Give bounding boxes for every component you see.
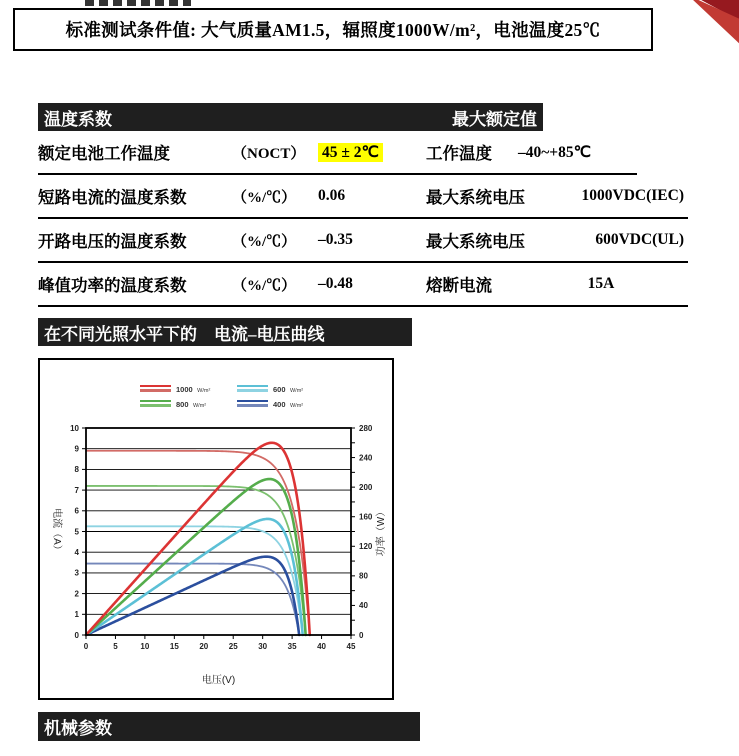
row-right-label: 熔断电流 <box>426 276 492 295</box>
corner-ribbon-decoration <box>649 0 739 60</box>
svg-text:240: 240 <box>359 453 373 463</box>
svg-text:40: 40 <box>359 601 368 611</box>
svg-text:25: 25 <box>228 642 238 651</box>
legend-unit: W/m² <box>197 388 211 394</box>
svg-text:7: 7 <box>74 485 79 495</box>
legend-swatch <box>140 400 171 407</box>
svg-text:45: 45 <box>346 642 356 651</box>
section-bar-coefficients <box>38 103 543 131</box>
iv-pv-plot <box>40 360 392 698</box>
svg-text:0: 0 <box>83 642 89 651</box>
legend-label: 800 <box>176 400 189 409</box>
cropped-text-fragment <box>85 0 191 6</box>
svg-text:6: 6 <box>74 506 79 516</box>
svg-text:8: 8 <box>74 465 79 475</box>
svg-text:功率（W）: 功率（W） <box>376 506 387 557</box>
row-value: –0.35 <box>318 231 353 248</box>
stc-banner-text: 标准测试条件值: 大气质量AM1.5，辐照度1000W/m²，电池温度25℃ <box>65 20 601 40</box>
row-right-value: 15A <box>587 275 615 292</box>
svg-text:10: 10 <box>70 423 79 433</box>
svg-text:9: 9 <box>74 444 79 454</box>
row-unit: （NOCT） <box>232 145 306 162</box>
legend-unit: W/m² <box>192 403 207 409</box>
row-left-label: 短路电流的温度系数 <box>38 188 187 207</box>
row-value: –0.48 <box>318 275 353 292</box>
svg-text:3: 3 <box>74 568 79 578</box>
row-left-label: 开路电压的温度系数 <box>38 232 187 251</box>
svg-text:280: 280 <box>359 423 373 433</box>
row-right-label: 工作温度 <box>426 144 492 163</box>
svg-text:5: 5 <box>74 527 79 537</box>
row-right-value: 1000VDC(IEC) <box>581 187 684 204</box>
legend-unit: W/m² <box>289 403 304 409</box>
table-row <box>38 263 688 307</box>
row-unit: （%/℃） <box>232 233 297 250</box>
svg-text:电压(V): 电压(V) <box>201 675 236 686</box>
iv-curve-chart <box>38 358 394 700</box>
legend-swatch <box>140 385 171 392</box>
svg-text:0: 0 <box>74 630 79 640</box>
svg-text:120: 120 <box>359 542 373 552</box>
svg-text:80: 80 <box>359 571 368 581</box>
svg-text:160: 160 <box>359 512 373 522</box>
section-bar-mechanical <box>38 712 420 741</box>
legend-swatch <box>237 400 268 407</box>
row-right-label: 最大系统电压 <box>426 188 525 207</box>
max-ratings-title: 最大额定值 <box>452 109 537 129</box>
legend-label: 600 <box>273 385 286 394</box>
table-row <box>38 175 688 219</box>
svg-text:2: 2 <box>74 589 79 599</box>
row-unit: （%/℃） <box>232 189 297 206</box>
svg-text:5: 5 <box>113 642 118 651</box>
svg-text:1: 1 <box>74 610 79 620</box>
legend-swatch <box>237 385 268 392</box>
svg-text:20: 20 <box>199 642 209 651</box>
temp-coeff-title: 温度系数 <box>44 109 112 129</box>
svg-text:10: 10 <box>140 642 150 651</box>
noct-value-highlighted: 45 ± 2℃ <box>318 143 383 162</box>
svg-text:电流（A）: 电流（A） <box>51 508 62 555</box>
row-right-value: –40~+85℃ <box>518 143 592 161</box>
legend-unit: W/m² <box>289 388 304 394</box>
svg-text:40: 40 <box>317 642 327 651</box>
mechanical-title: 机械参数 <box>44 719 112 738</box>
row-right-value: 600VDC(UL) <box>595 231 684 248</box>
legend-label: 400 <box>273 400 286 409</box>
iv-curves-title: 在不同光照水平下的 电流–电压曲线 <box>44 324 325 344</box>
svg-text:35: 35 <box>287 642 297 651</box>
table-row <box>38 131 637 175</box>
row-value: 0.06 <box>318 187 346 204</box>
section-bar-iv-curves <box>38 318 412 346</box>
row-left-label: 峰值功率的温度系数 <box>38 276 187 295</box>
legend-label: 1000 <box>176 385 193 394</box>
stc-banner <box>13 8 653 51</box>
legend-item-400 <box>237 394 303 412</box>
svg-text:15: 15 <box>169 642 179 651</box>
svg-text:30: 30 <box>258 642 268 651</box>
row-unit: （%/℃） <box>232 277 297 294</box>
svg-text:4: 4 <box>74 548 79 557</box>
table-row <box>38 219 688 263</box>
legend-item-800 <box>140 394 206 412</box>
row-right-label: 最大系统电压 <box>426 232 525 251</box>
svg-text:0: 0 <box>359 630 364 640</box>
svg-text:200: 200 <box>359 482 373 492</box>
parameters-table <box>38 131 688 307</box>
row-left-label: 额定电池工作温度 <box>38 144 170 163</box>
